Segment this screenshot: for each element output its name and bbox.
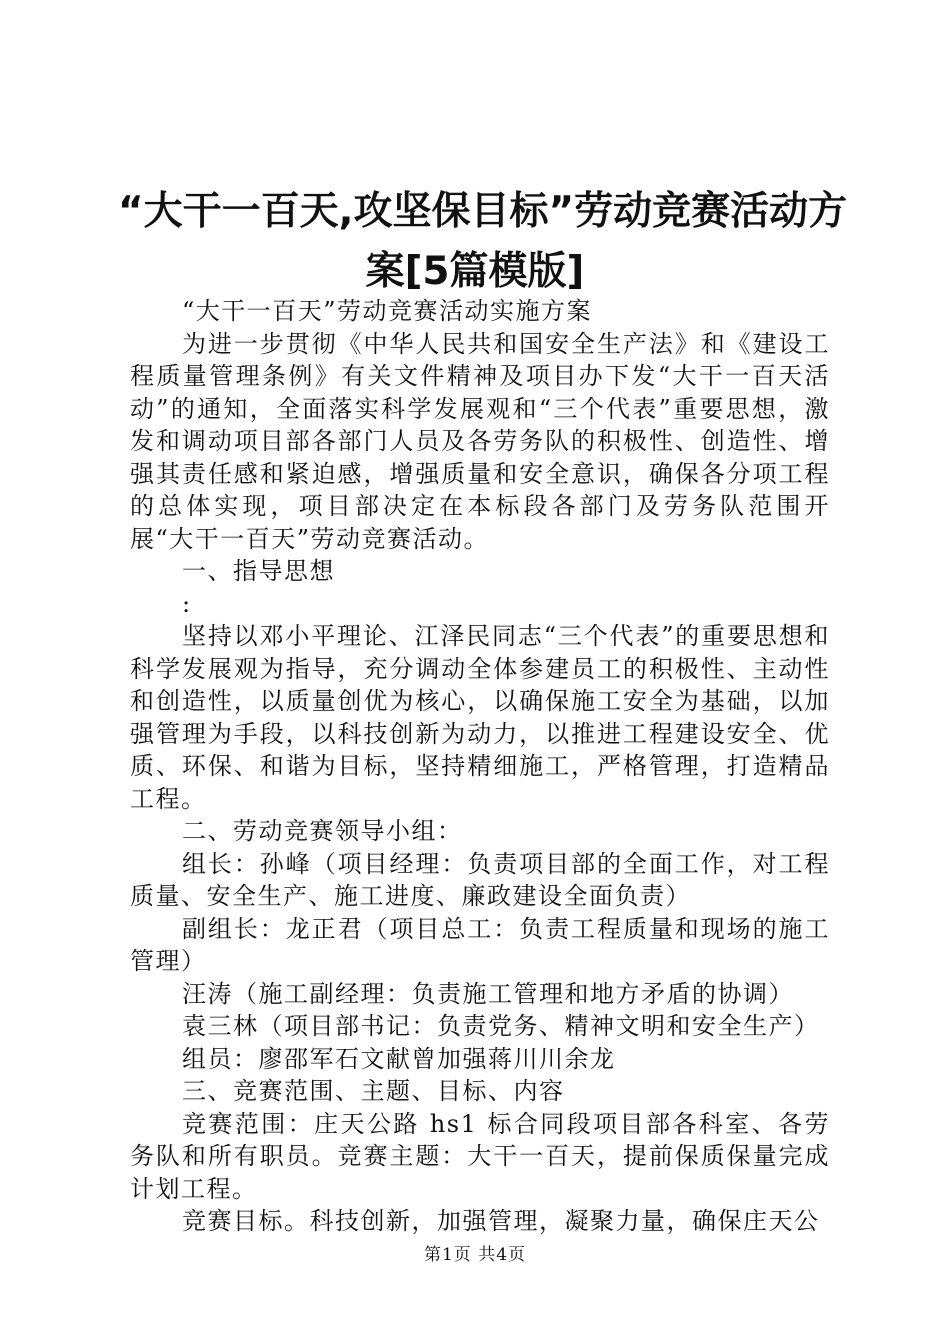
paragraph-deputy-leader: 副组长：龙正君（项目总工：负责工程质量和现场的施工管理） <box>130 914 830 975</box>
paragraph-scope: 竞赛范围：庄天公路 hs1 标合同段项目部各科室、各劳务队和所有职员。竞赛主题：大干一百天，提前保质保量完成计划工程。 <box>130 1109 830 1203</box>
document-body <box>130 295 830 1238</box>
paragraph-guiding-ideology: 坚持以邓小平理论、江泽民同志“三个代表”的重要思想和科学发展观为指导，充分调动全体参建员工的积极性、主动性和创造性，以质量创优为核心，以确保施工安全为基础，以加强管理为手段，以科技创新为动力，以推进工程建设安全、优质、环保、和谐为目标，坚持精细施工，严格管理，打造精品工程。 <box>130 622 830 813</box>
paragraph-intro: 为进一步贯彻《中华人民共和国安全生产法》和《建设工程质量管理条例》有关文件精神及项目办下发“大干一百天活动”的通知，全面落实科学发展观和“三个代表”重要思想，激发和调动项目部各部门人员及各劳务队的积极性、创造性、增强其责任感和紧迫感，增强质量和安全意识，确保各分项工程的总体实现，项目部决定在本标段各部门及劳务队范围开展“大干一百天”劳动竞赛活动。 <box>130 329 830 553</box>
paragraph-members: 组员：廖邵军石文献曾加强蒋川川余龙 <box>182 1044 616 1073</box>
section-heading-leadership-group: 二、劳动竞赛领导小组： <box>182 817 463 845</box>
title-line-2: 案[5篇模版] <box>365 249 585 294</box>
title-line-1: “大干一百天,攻坚保目标”劳动竞赛活动方 <box>118 189 848 234</box>
paragraph-deputy-yuan: 袁三林（项目部书记：负责党务、精神文明和安全生产） <box>182 1012 820 1040</box>
section-heading-scope: 三、竞赛范围、主题、目标、内容 <box>182 1077 565 1105</box>
paragraph-group-leader: 组长：孙峰（项目经理：负责项目部的全面工作，对工程质量、安全生产、施工进度、廉政建设全面负责） <box>130 849 830 910</box>
paragraph-subtitle: “大干一百天”劳动竞赛活动实施方案 <box>182 297 593 325</box>
paragraph-deputy-wang: 汪涛（施工副经理：负责施工管理和地方矛盾的协调） <box>182 979 794 1008</box>
document-title <box>118 182 848 302</box>
page-footer: 第1页 共4页 <box>423 1245 527 1265</box>
paragraph-colon: : <box>182 589 192 618</box>
section-heading-guiding-ideology: 一、指导思想 <box>182 557 335 585</box>
paragraph-goal: 竞赛目标。科技创新，加强管理，凝聚力量，确保庄天公 <box>182 1207 820 1235</box>
